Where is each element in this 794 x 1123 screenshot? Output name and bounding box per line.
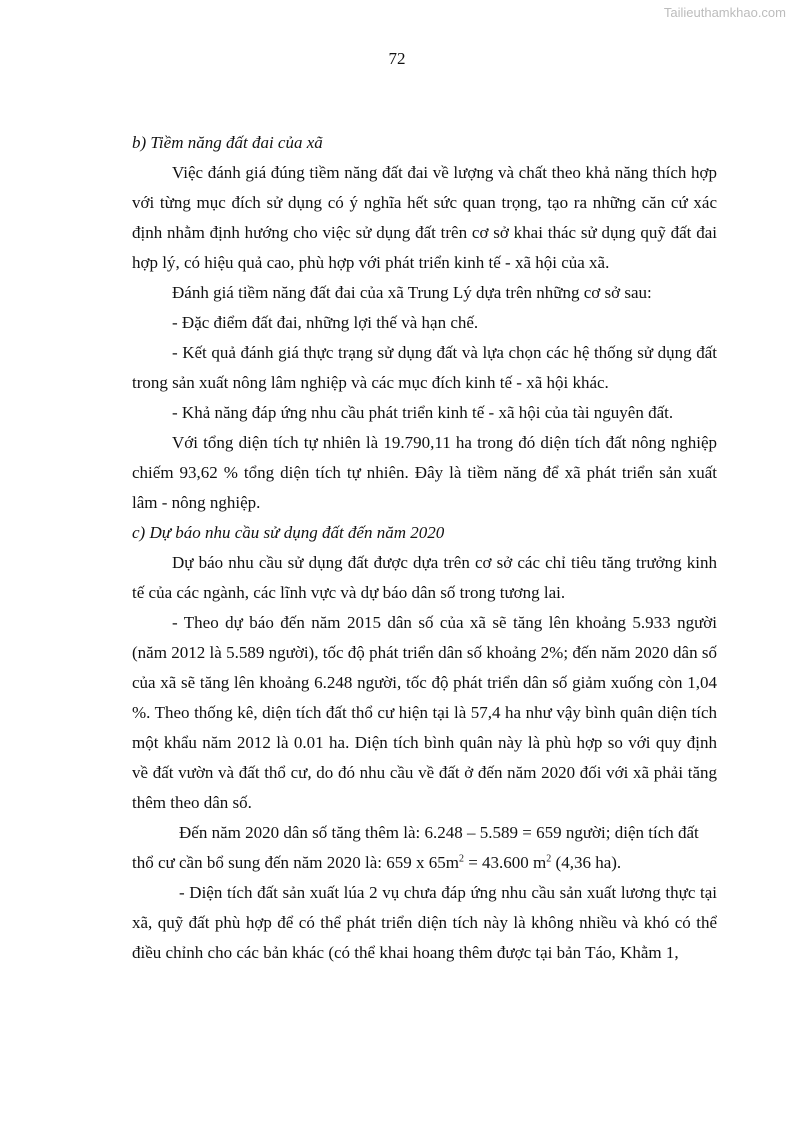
superscript-squared: 2	[458, 853, 464, 865]
section-b-paragraph-2: Đánh giá tiềm năng đất đai của xã Trung Lý dựa trên những cơ sở sau:	[172, 283, 652, 302]
section-c-heading: c) Dự báo nhu cầu sử dụng đất đến năm 2020	[132, 523, 445, 542]
document-body	[132, 128, 717, 968]
section-c-paragraph-4: - Diện tích đất sản xuất lúa 2 vụ chưa đáp ứng nhu cầu sản xuất lương thực tại xã, quỹ đất phù hợp để có thể phát triển diện tích này là không nhiều và khó có thể điều chỉnh cho các bản khác (có thể khai hoang thêm được tại bản Táo, Khằm 1,	[132, 883, 717, 962]
section-b-paragraph-1: Việc đánh giá đúng tiềm năng đất đai về lượng và chất theo khả năng thích hợp với từng mục đích sử dụng có ý nghĩa hết sức quan trọng, tạo ra những căn cứ xác định nhằm định hướng cho việc sử dụng đất trên cơ sở khai thác sử dụng quỹ đất đai hợp lý, có hiệu quả cao, phù hợp với phát triển kinh tế - xã hội của xã.	[132, 163, 717, 272]
section-c-p3-line-2b: = 43.600 m	[463, 853, 547, 872]
section-c-p3-line-1: Đến năm 2020 dân số tăng thêm là: 6.248 – 5.589 = 659 người; diện tích đất	[179, 823, 699, 842]
section-c-p3-line-2a: thổ cư cần bổ sung đến năm 2020 là: 659 x 65m	[132, 853, 459, 872]
section-b-paragraph-3: Với tổng diện tích tự nhiên là 19.790,11 ha trong đó diện tích đất nông nghiệp chiếm 93,62 % tổng diện tích tự nhiên. Đây là tiềm năng để xã phát triển sản xuất lâm - nông nghiệp.	[132, 433, 717, 512]
section-b-heading: b) Tiềm năng đất đai của xã	[132, 133, 323, 152]
superscript-squared: 2	[546, 853, 552, 865]
section-c-p3-line-2c: (4,36 ha).	[551, 853, 622, 872]
section-c-paragraph-2: - Theo dự báo đến năm 2015 dân số của xã sẽ tăng lên khoảng 5.933 người (năm 2012 là 5.589 người), tốc độ phát triển dân số khoảng 2%; đến năm 2020 dân số của xã sẽ tăng lên khoảng 6.248 người, tốc độ phát triển dân số giảm xuống còn 1,04 %. Theo thống kê, diện tích đất thổ cư hiện tại là 57,4 ha như vậy bình quân diện tích một khẩu năm 2012 là 0.01 ha. Diện tích bình quân này là phù hợp so với quy định về đất vườn và đất thổ cư, do đó nhu cầu về đất ở đến năm 2020 đối với xã phải tăng thêm theo dân số.	[132, 613, 717, 812]
section-b-bullet-1: - Đặc điểm đất đai, những lợi thế và hạn chế.	[172, 313, 479, 332]
section-c-paragraph-1: Dự báo nhu cầu sử dụng đất được dựa trên cơ sở các chỉ tiêu tăng trưởng kinh tế của các ngành, các lĩnh vực và dự báo dân số trong tương lai.	[132, 553, 717, 602]
section-b-bullet-2: - Kết quả đánh giá thực trạng sử dụng đất và lựa chọn các hệ thống sử dụng đất trong sản xuất nông lâm nghiệp và các mục đích kinh tế - xã hội khác.	[132, 343, 717, 392]
section-c-paragraph-3	[132, 818, 717, 878]
section-b-bullet-3: - Khả năng đáp ứng nhu cầu phát triển kinh tế - xã hội của tài nguyên đất.	[172, 403, 674, 422]
watermark: Tailieuthamkhao.com	[663, 5, 786, 20]
page-number: 72	[388, 49, 406, 68]
